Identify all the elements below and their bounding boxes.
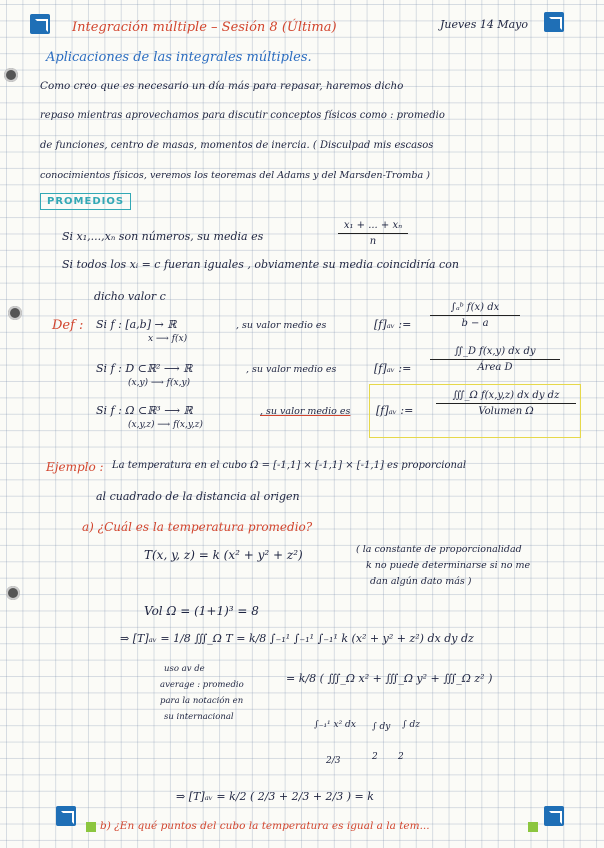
def-sub-1: x ⟶ f(x) <box>148 334 188 344</box>
intro-line-3: de funciones, centro de masas, momentos de inercia. ( Disculpad mis escasos <box>40 140 434 151</box>
def-map-2: Si f : D ⊂ℝ² ⟶ ℝ <box>96 362 193 375</box>
def-den-1: b − a <box>461 318 489 329</box>
example-line-1: La temperatura en el cubo Ω = [-1,1] × [-1,1] × [-1,1] es proporcional <box>112 460 467 471</box>
def-lhs-2: [f]ₐᵥ := <box>374 362 412 375</box>
sub-calc-6: 2/3 <box>326 756 341 766</box>
def-fraction-1 <box>430 302 520 329</box>
def-lhs-3: [f]ₐᵥ := <box>376 404 414 417</box>
def-map-3: Si f : Ω ⊂ℝ³ ⟶ ℝ <box>96 404 193 417</box>
def-num-2: ∬_D f(x,y) dx dy <box>454 346 536 357</box>
question-a: a) ¿Cuál es la temperatura promedio? <box>82 520 313 534</box>
split-line: = k/8 ( ∭_Ω x² + ∭_Ω y² + ∭_Ω z² ) <box>286 672 493 685</box>
green-marker-right <box>528 822 538 832</box>
corner-marker-bottom-left <box>56 806 76 826</box>
punch-hole-middle <box>8 306 22 320</box>
section-title: Aplicaciones de las integrales múltiples. <box>46 50 312 65</box>
promedios-line-2: Si todos los xᵢ = c fueran iguales , obviamente su media coincidiría con <box>62 258 459 271</box>
question-b: b) ¿En qué puntos del cubo la temperatura es igual a la tem... <box>100 820 430 832</box>
side-note-3: para la notación en <box>160 696 244 706</box>
def-text-1: , su valor medio es <box>236 320 327 331</box>
sub-calc-1: ∫₋₁¹ x² dx <box>314 720 356 730</box>
def-label: Def : <box>52 318 84 333</box>
promedios-box: PROMEDIOS <box>40 193 131 210</box>
def-sub-3: (x,y,z) ⟶ f(x,y,z) <box>128 420 203 430</box>
sub-calc-4: 2 <box>372 752 378 762</box>
average-line: ⇒ [T]ₐᵥ = 1/8 ∭_Ω T = k/8 ∫₋₁¹ ∫₋₁¹ ∫₋₁¹ k (x² + y² + z²) dx dy dz <box>120 632 474 645</box>
def-text-3 <box>260 406 350 417</box>
mean-denominator: n <box>369 236 377 247</box>
corner-marker-bottom-right <box>544 806 564 826</box>
def-lhs-1: [f]ₐᵥ := <box>374 318 412 331</box>
punch-hole-bottom <box>6 586 20 600</box>
side-note-1: uso av de <box>164 664 205 674</box>
side-note-4: su internacional <box>164 712 234 722</box>
promedios-line-1: Si x₁,...,xₙ son números, su media es <box>62 230 264 243</box>
note-line-2: k no puede determinarse si no me <box>366 560 531 571</box>
def-fraction-3 <box>436 390 576 417</box>
def-num-3: ∭_Ω f(x,y,z) dx dy dz <box>452 390 560 401</box>
sub-calc-2: ∫ dy <box>372 722 391 732</box>
page-title: Integración múltiple – Sesión 8 (Última) <box>72 20 337 35</box>
example-line-2: al cuadrado de la distancia al origen <box>96 490 300 503</box>
corner-marker-top-left <box>30 14 50 34</box>
temperature-formula: T(x, y, z) = k (x² + y² + z²) <box>144 548 303 562</box>
def-map-1: Si f : [a,b] → ℝ <box>96 318 177 331</box>
green-marker-left <box>86 822 96 832</box>
intro-line-2: repaso mientras aprovechamos para discutir conceptos físicos como : promedio <box>40 110 445 121</box>
promedios-line-3: dicho valor c <box>94 290 166 303</box>
side-note-2: average : promedio <box>160 680 244 690</box>
def-text-2: , su valor medio es <box>246 364 337 375</box>
def-den-2: Área D <box>477 362 513 373</box>
note-line-1: ( la constante de proporcionalidad <box>356 544 522 555</box>
mean-numerator: x₁ + ... + xₙ <box>343 220 403 231</box>
corner-marker-top-right <box>544 12 564 32</box>
note-line-3: dan algún dato más ) <box>370 576 472 587</box>
intro-line-1: Como creo que es necesario un día más para repasar, haremos dicho <box>40 80 404 92</box>
page-date: Jueves 14 Mayo <box>440 18 529 31</box>
example-label: Ejemplo : <box>46 460 104 474</box>
def-num-1: ∫ₐᵇ f(x) dx <box>450 302 500 313</box>
sub-calc-5: 2 <box>398 752 404 762</box>
result-line: ⇒ [T]ₐᵥ = k/2 ( 2/3 + 2/3 + 2/3 ) = k <box>176 790 374 803</box>
punch-hole-top <box>4 68 18 82</box>
def-text-3-content: , su valor medio es <box>260 406 351 417</box>
def-fraction-2 <box>430 346 560 373</box>
volume-line: Vol Ω = (1+1)³ = 8 <box>144 604 259 618</box>
def-sub-2: (x,y) ⟶ f(x,y) <box>128 378 191 388</box>
sub-calc-3: ∫ dz <box>402 720 421 730</box>
def-den-3: Volumen Ω <box>478 406 534 417</box>
intro-line-4: conocimientos físicos, veremos los teoremas del Adams y del Marsden-Tromba ) <box>40 170 431 181</box>
mean-fraction <box>338 220 408 247</box>
